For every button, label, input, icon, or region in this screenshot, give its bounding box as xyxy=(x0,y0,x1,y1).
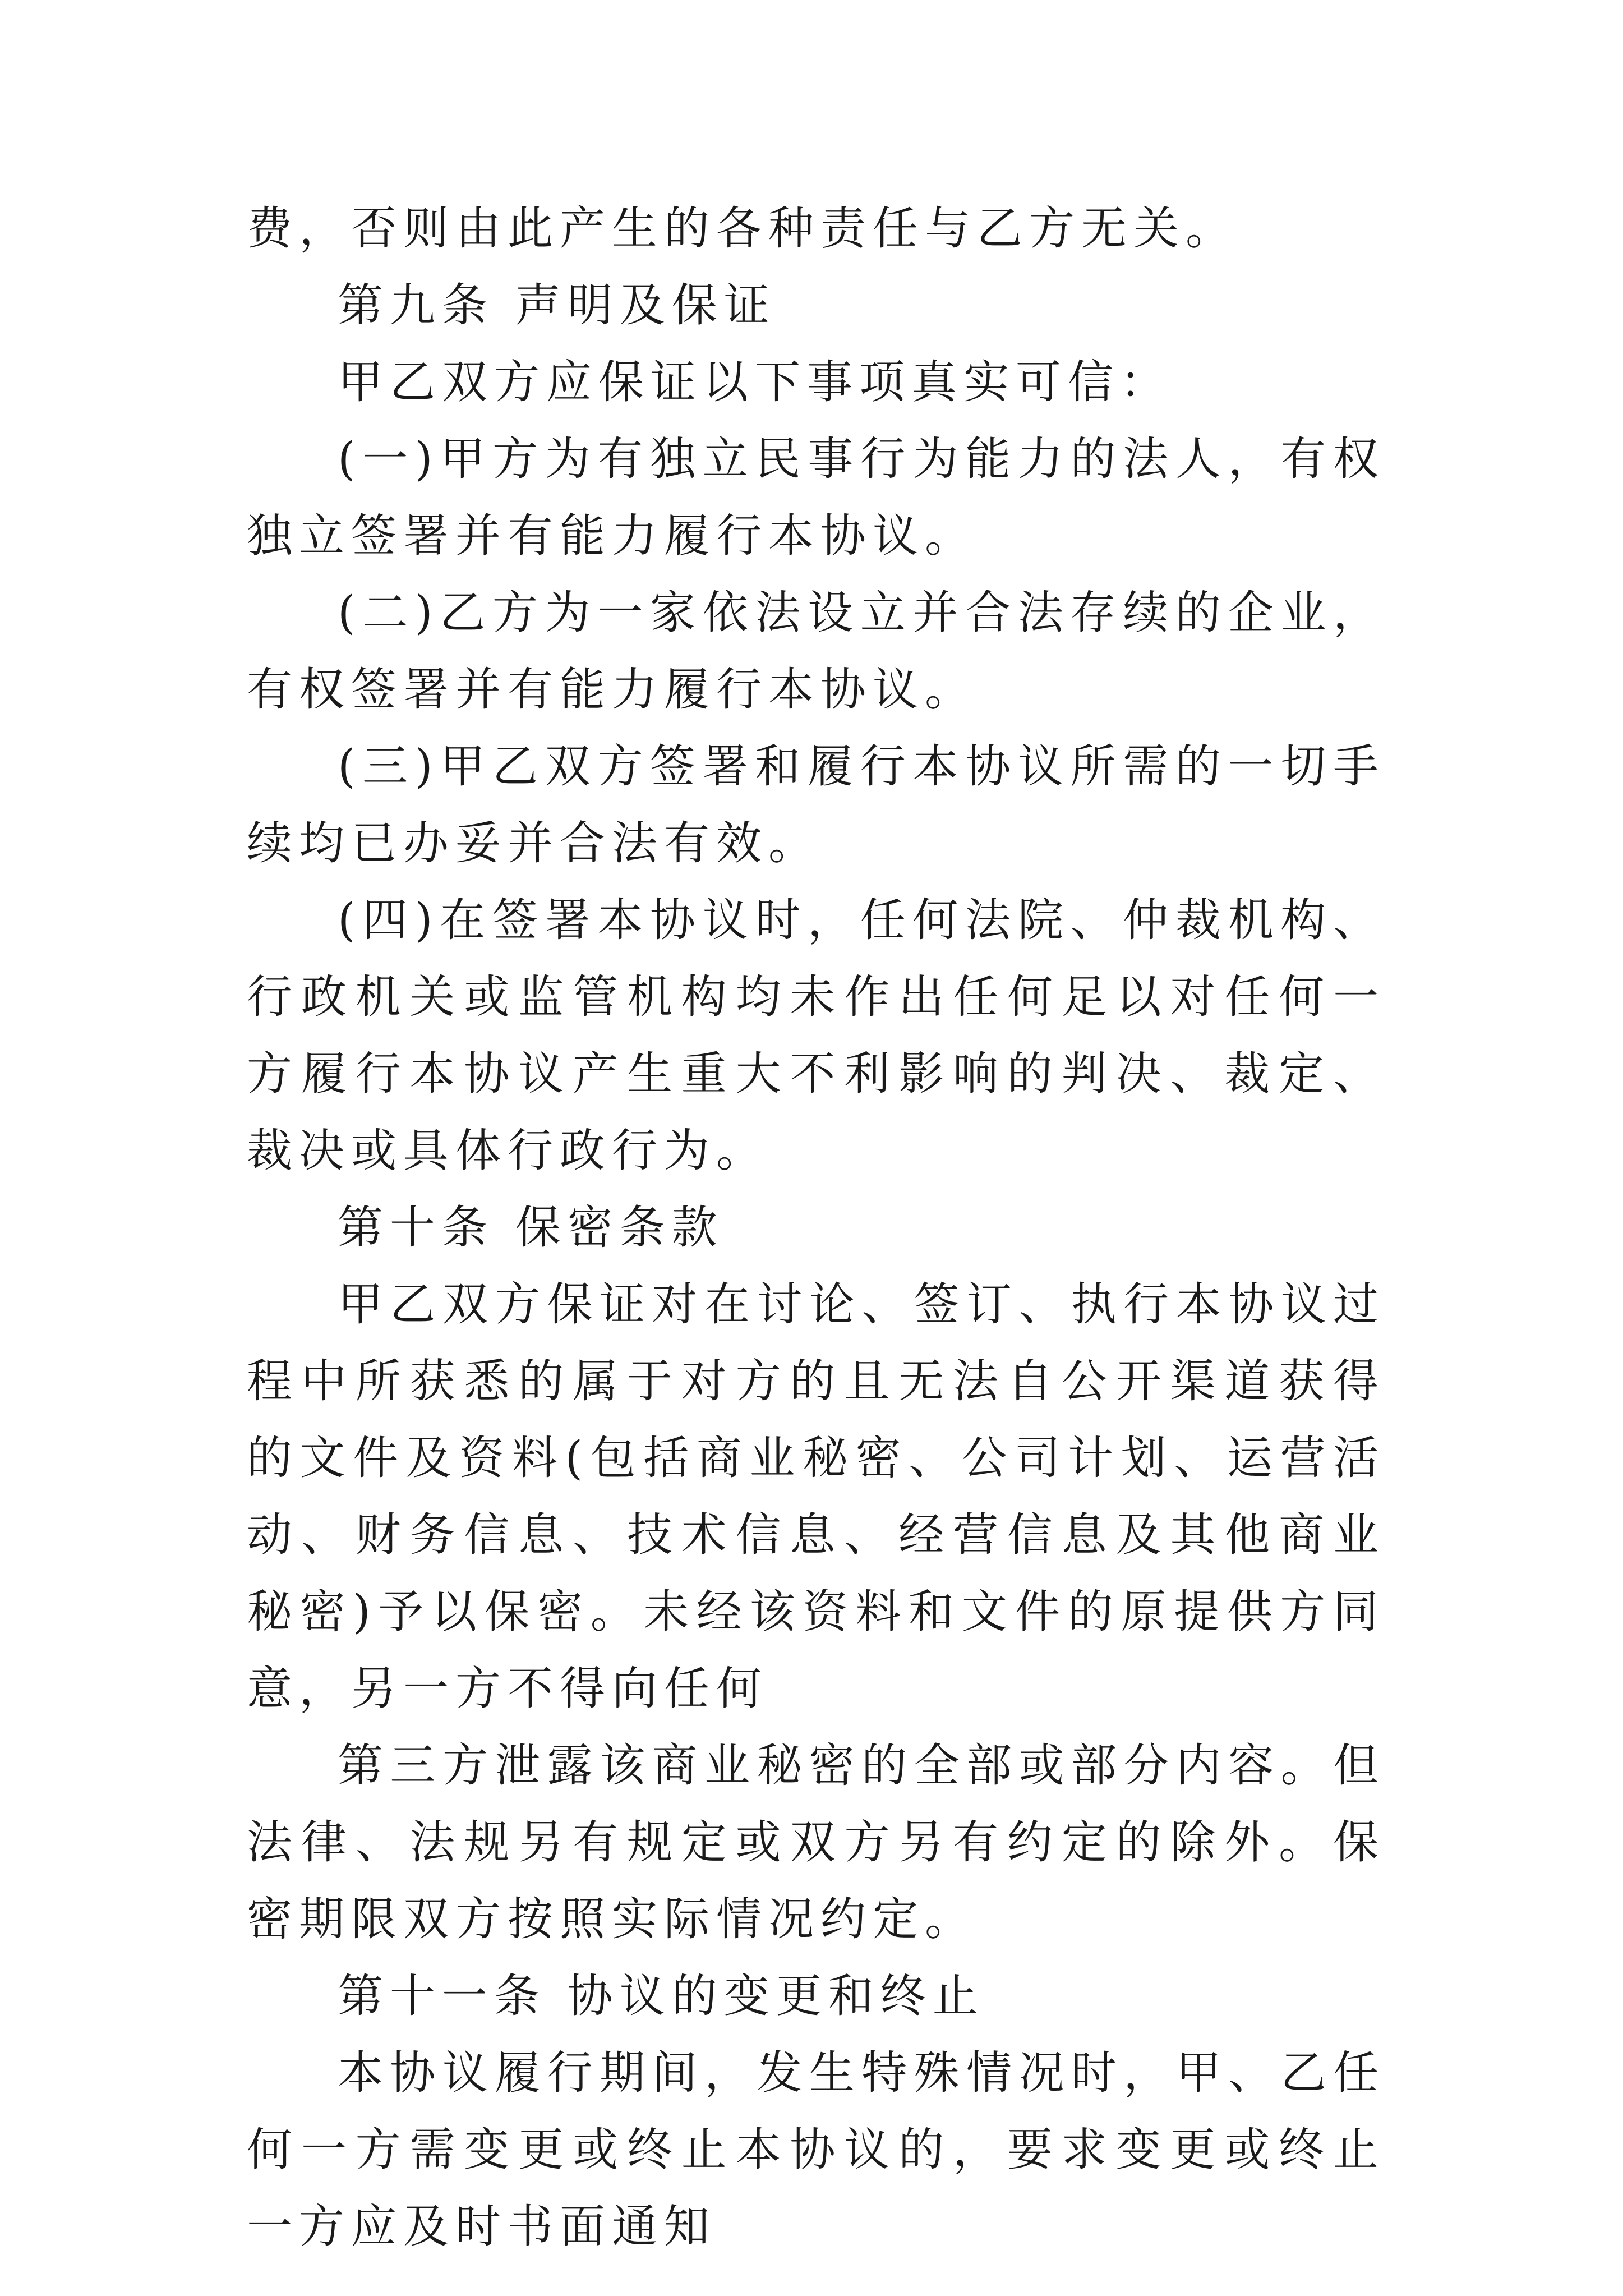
article-11-heading: 第十一条 协议的变更和终止 xyxy=(338,1970,985,2023)
paragraph-confidentiality: 甲乙双方保证对在讨论、签订、执行本协议过程中所获悉的属于对方的且无法自公开渠道获得的文件及资料(包括商业秘密、公司计划、运营活动、财务信息、技术信息、经营信息及其他商业秘密)予以保密。未经该资料和文件的原提供方同意，另一方不得向任何 xyxy=(247,1278,1385,1715)
paragraph-warranty-intro: 甲乙双方应保证以下事项真实可信： xyxy=(338,356,1173,409)
paragraph-warranty-item-4: (四)在签署本协议时，任何法院、仲裁机构、行政机关或监管机构均未作出任何足以对任何一方履行本协议产生重大不利影响的判决、裁定、裁决或具体行政行为。 xyxy=(247,894,1385,1177)
paragraph-continuation: 费，否则由此产生的各种责任与乙方无关。 xyxy=(247,203,1238,255)
paragraph-warranty-item-2: (二)乙方为一家依法设立并合法存续的企业，有权签署并有能力履行本协议。 xyxy=(247,587,1385,716)
paragraph-amendment: 本协议履行期间，发生特殊情况时，甲、乙任何一方需变更或终止本协议的，要求变更或终止一方应及时书面通知 xyxy=(247,2047,1385,2253)
paragraph-confidentiality-continued: 第三方泄露该商业秘密的全部或部分内容。但法律、法规另有规定或双方另有约定的除外。保密期限双方按照实际情况约定。 xyxy=(247,1740,1385,1946)
article-9-heading: 第九条 声明及保证 xyxy=(338,279,776,332)
document-body xyxy=(247,191,1385,2266)
paragraph-warranty-item-1: (一)甲方为有独立民事行为能力的法人，有权独立签署并有能力履行本协议。 xyxy=(247,433,1385,563)
article-10-heading: 第十条 保密条款 xyxy=(338,1202,724,1254)
paragraph-warranty-item-3: (三)甲乙双方签署和履行本协议所需的一切手续均已办妥并合法有效。 xyxy=(247,740,1385,870)
